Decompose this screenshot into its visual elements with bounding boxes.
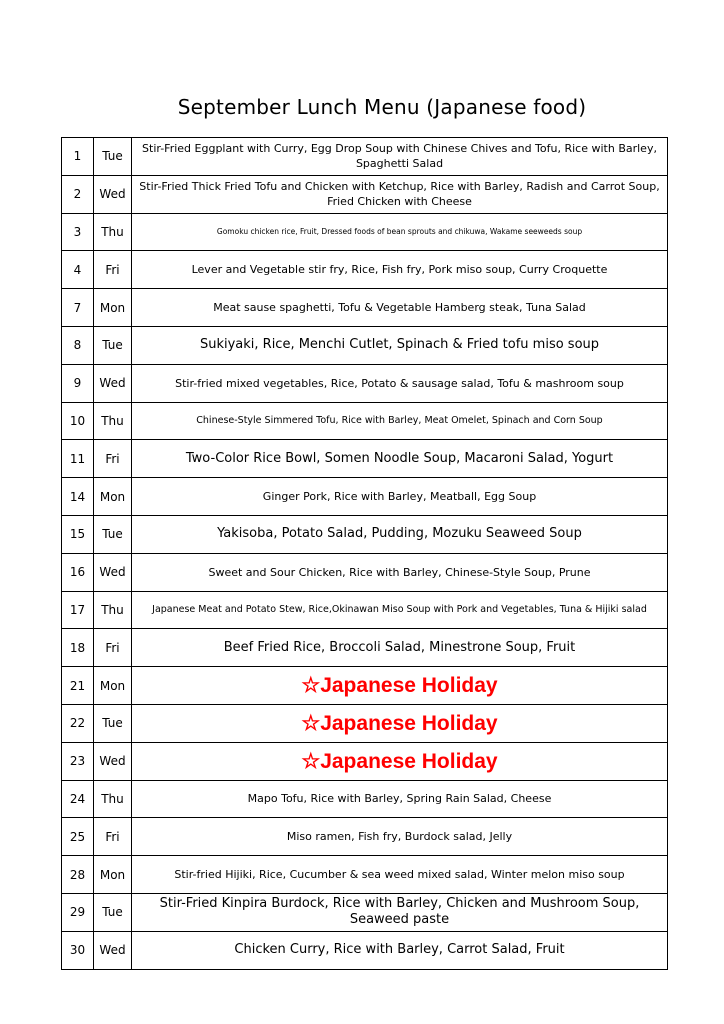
menu-row	[62, 931, 668, 969]
weekday-cell: Wed	[94, 931, 132, 969]
day-number-cell: 10	[62, 402, 94, 440]
menu-items-cell: Gomoku chicken rice, Fruit, Dressed foods of bean sprouts and chikuwa, Wakame seeweeds soup	[132, 213, 668, 251]
weekday-cell: Thu	[94, 213, 132, 251]
day-number-cell: 25	[62, 818, 94, 856]
holiday-cell: ☆Japanese Holiday	[132, 704, 668, 742]
weekday-cell: Wed	[94, 175, 132, 213]
menu-row	[62, 818, 668, 856]
day-number-cell: 21	[62, 667, 94, 705]
weekday-cell: Fri	[94, 818, 132, 856]
weekday-cell: Thu	[94, 780, 132, 818]
menu-items-cell: Yakisoba, Potato Salad, Pudding, Mozuku Seaweed Soup	[132, 515, 668, 553]
weekday-cell: Wed	[94, 553, 132, 591]
day-number-cell: 14	[62, 478, 94, 516]
weekday-cell: Mon	[94, 667, 132, 705]
day-number-cell: 23	[62, 742, 94, 780]
weekday-cell: Mon	[94, 478, 132, 516]
menu-items-cell: Miso ramen, Fish fry, Burdock salad, Jelly	[132, 818, 668, 856]
menu-row	[62, 364, 668, 402]
weekday-cell: Fri	[94, 251, 132, 289]
weekday-cell: Tue	[94, 704, 132, 742]
menu-row	[62, 138, 668, 176]
menu-row	[62, 402, 668, 440]
menu-row	[62, 591, 668, 629]
lunch-menu-body	[62, 138, 668, 970]
lunch-menu-table	[61, 137, 668, 970]
day-number-cell: 18	[62, 629, 94, 667]
menu-row	[62, 780, 668, 818]
weekday-cell: Fri	[94, 629, 132, 667]
weekday-cell: Fri	[94, 440, 132, 478]
menu-row	[62, 251, 668, 289]
weekday-cell: Tue	[94, 515, 132, 553]
menu-row	[62, 289, 668, 327]
day-number-cell: 16	[62, 553, 94, 591]
menu-items-cell: Stir-fried Hijiki, Rice, Cucumber & sea weed mixed salad, Winter melon miso soup	[132, 856, 668, 894]
day-number-cell: 17	[62, 591, 94, 629]
day-number-cell: 28	[62, 856, 94, 894]
weekday-cell: Wed	[94, 742, 132, 780]
day-number-cell: 30	[62, 931, 94, 969]
weekday-cell: Mon	[94, 856, 132, 894]
menu-row	[62, 175, 668, 213]
menu-items-cell: Stir-Fried Kinpira Burdock, Rice with Barley, Chicken and Mushroom Soup, Seaweed paste	[132, 893, 668, 931]
menu-items-cell: Stir-Fried Thick Fried Tofu and Chicken with Ketchup, Rice with Barley, Radish and Carrot Soup, Fried Chicken with Cheese	[132, 175, 668, 213]
weekday-cell: Thu	[94, 591, 132, 629]
menu-row	[62, 440, 668, 478]
day-number-cell: 24	[62, 780, 94, 818]
page-title: September Lunch Menu (Japanese food)	[177, 95, 587, 119]
menu-items-cell: Sukiyaki, Rice, Menchi Cutlet, Spinach & Fried tofu miso soup	[132, 326, 668, 364]
menu-items-cell: Stir-fried mixed vegetables, Rice, Potato & sausage salad, Tofu & mashroom soup	[132, 364, 668, 402]
menu-row	[62, 213, 668, 251]
menu-items-cell: Stir-Fried Eggplant with Curry, Egg Drop Soup with Chinese Chives and Tofu, Rice with Barley, Spaghetti Salad	[132, 138, 668, 176]
menu-items-cell: Meat sause spaghetti, Tofu & Vegetable Hamberg steak, Tuna Salad	[132, 289, 668, 327]
weekday-cell: Tue	[94, 326, 132, 364]
day-number-cell: 22	[62, 704, 94, 742]
menu-items-cell: Japanese Meat and Potato Stew, Rice,Okinawan Miso Soup with Pork and Vegetables, Tuna & Hijiki salad	[132, 591, 668, 629]
day-number-cell: 15	[62, 515, 94, 553]
day-number-cell: 11	[62, 440, 94, 478]
day-number-cell: 29	[62, 893, 94, 931]
menu-row	[62, 326, 668, 364]
menu-items-cell: Lever and Vegetable stir fry, Rice, Fish fry, Pork miso soup, Curry Croquette	[132, 251, 668, 289]
day-number-cell: 3	[62, 213, 94, 251]
menu-row	[62, 742, 668, 780]
menu-items-cell: Mapo Tofu, Rice with Barley, Spring Rain Salad, Cheese	[132, 780, 668, 818]
day-number-cell: 9	[62, 364, 94, 402]
weekday-cell: Tue	[94, 138, 132, 176]
menu-row	[62, 856, 668, 894]
menu-items-cell: Chinese-Style Simmered Tofu, Rice with Barley, Meat Omelet, Spinach and Corn Soup	[132, 402, 668, 440]
day-number-cell: 2	[62, 175, 94, 213]
weekday-cell: Mon	[94, 289, 132, 327]
menu-items-cell: Ginger Pork, Rice with Barley, Meatball, Egg Soup	[132, 478, 668, 516]
menu-row	[62, 704, 668, 742]
day-number-cell: 4	[62, 251, 94, 289]
menu-row	[62, 667, 668, 705]
holiday-cell: ☆Japanese Holiday	[132, 667, 668, 705]
weekday-cell: Tue	[94, 893, 132, 931]
weekday-cell: Thu	[94, 402, 132, 440]
menu-row	[62, 893, 668, 931]
weekday-cell: Wed	[94, 364, 132, 402]
menu-items-cell: Chicken Curry, Rice with Barley, Carrot Salad, Fruit	[132, 931, 668, 969]
holiday-cell: ☆Japanese Holiday	[132, 742, 668, 780]
day-number-cell: 8	[62, 326, 94, 364]
menu-items-cell: Beef Fried Rice, Broccoli Salad, Minestrone Soup, Fruit	[132, 629, 668, 667]
menu-items-cell: Sweet and Sour Chicken, Rice with Barley, Chinese-Style Soup, Prune	[132, 553, 668, 591]
menu-row	[62, 478, 668, 516]
menu-items-cell: Two-Color Rice Bowl, Somen Noodle Soup, Macaroni Salad, Yogurt	[132, 440, 668, 478]
menu-row	[62, 515, 668, 553]
day-number-cell: 1	[62, 138, 94, 176]
menu-row	[62, 553, 668, 591]
day-number-cell: 7	[62, 289, 94, 327]
menu-row	[62, 629, 668, 667]
